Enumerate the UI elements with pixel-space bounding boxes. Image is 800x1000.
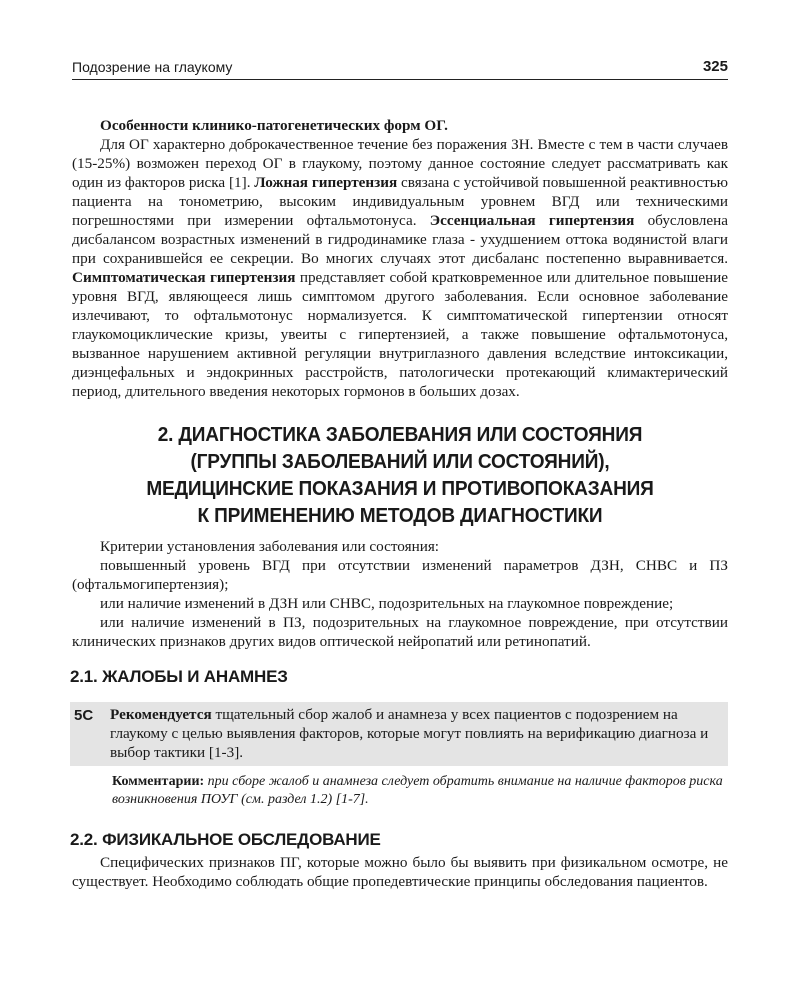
recommendation-box [70, 702, 728, 766]
evidence-grade-badge: 5C [74, 707, 94, 724]
page-number: 325 [702, 58, 728, 75]
comment-block [112, 773, 728, 809]
criterion-1: повышенный уровень ВГД при отсутствии изменений параметров ДЗН, СНВС и ПЗ (офтальмогипертензия); [72, 557, 728, 593]
criteria-intro: Критерии установления заболевания или состояния: [100, 538, 440, 555]
section-2-title-line: МЕДИЦИНСКИЕ ПОКАЗАНИЯ И ПРОТИВОПОКАЗАНИЯ [146, 477, 654, 500]
intro-text-4: представляет собой кратковременное или длительное повышение уровня ВГД, являющееся лишь симптомом другого заболевания. Если основное заболевание излечивают, то офтальмотонус нормализуется. К симптоматической гипертензии относят глаукомоциклические кризы, увеиты с гипертензией, а также повышение офтальмотонуса, вызванное нарушением активной регуляции внутриглазного давления вследствие интоксикации, диэнцефальных и эндокринных расстройств, патологически протекающий климактерический период, длительного введения некоторых гормонов в больших дозах. [72, 269, 728, 400]
intro-text-3: обусловлена дисбалансом возрастных изменений в гидродинамике глаза - ухудшением оттока водянистой влаги при сохранившейся ее секреции. Во многих случаях этот дисбаланс постепенно выравнивается. [72, 212, 728, 267]
recommendation-text [110, 705, 720, 762]
section-2-2-title: 2.2. ФИЗИКАЛЬНОЕ ОБСЛЕДОВАНИЕ [70, 830, 381, 849]
section-2-title-line: (ГРУППЫ ЗАБОЛЕВАНИЙ ИЛИ СОСТОЯНИЙ), [190, 450, 610, 473]
intro-paragraph [72, 135, 728, 401]
recommendation-body: тщательный сбор жалоб и анамнеза у всех пациентов с подозрением на глаукому с целью выявления факторов, которые могут повлиять на верификацию диагноза и выбор тактики [1-3]. [110, 706, 709, 761]
term-essential-hypertension: Эссенциальная гипертензия [429, 212, 635, 229]
document-page [72, 58, 728, 891]
comment-label: Комментарии: [112, 774, 205, 789]
intro-text-1: Для ОГ характерно доброкачественное течение без поражения ЗН. Вместе с тем в части случаев (15-25%) возможен переход ОГ в глаукому, поэтому данное состояние следует рассматривать как один из факторов риска [1]. [72, 136, 728, 191]
running-title: Подозрение на глаукому [72, 59, 233, 75]
section-2-title [95, 421, 705, 529]
intro-subtitle: Особенности клинико-патогенетических форм ОГ. [100, 117, 448, 134]
criterion-2: или наличие изменений в ДЗН или СНВС, подозрительных на глаукомное повреждение; [100, 595, 674, 612]
section-2-title-line: 2. ДИАГНОСТИКА ЗАБОЛЕВАНИЯ ИЛИ СОСТОЯНИЯ [157, 423, 643, 446]
section-2-2-text: Специфических признаков ПГ, которые можно было бы выявить при физикальном осмотре, не существует. Необходимо соблюдать общие пропедевтические принципы обследования пациентов. [72, 854, 728, 890]
intro-text-2: связана с устойчивой повышенной реактивностью пациента на тонометрию, высоким индивидуальным уровнем ВГД или техническими погрешностями при измерении офтальмотонуса. [72, 174, 728, 229]
section-2-1-title: 2.1. ЖАЛОБЫ И АНАМНЕЗ [70, 667, 288, 686]
criterion-3: или наличие изменений в ПЗ, подозрительных на глаукомное повреждение, при отсутствии клинических признаков других видов оптической нейропатий или ретинопатий. [72, 614, 728, 650]
running-header [72, 58, 728, 80]
comment-text: при сборе жалоб и анамнеза следует обратить внимание на наличие факторов риска возникновения ПОУГ (см. раздел 1.2) [1-7]. [112, 774, 723, 807]
term-symptomatic-hypertension: Симптоматическая гипертензия [72, 269, 296, 286]
recommendation-keyword: Рекомендуется [110, 706, 212, 723]
term-false-hypertension: Ложная гипертензия [254, 174, 398, 191]
section-2-title-line: К ПРИМЕНЕНИЮ МЕТОДОВ ДИАГНОСТИКИ [197, 504, 603, 527]
